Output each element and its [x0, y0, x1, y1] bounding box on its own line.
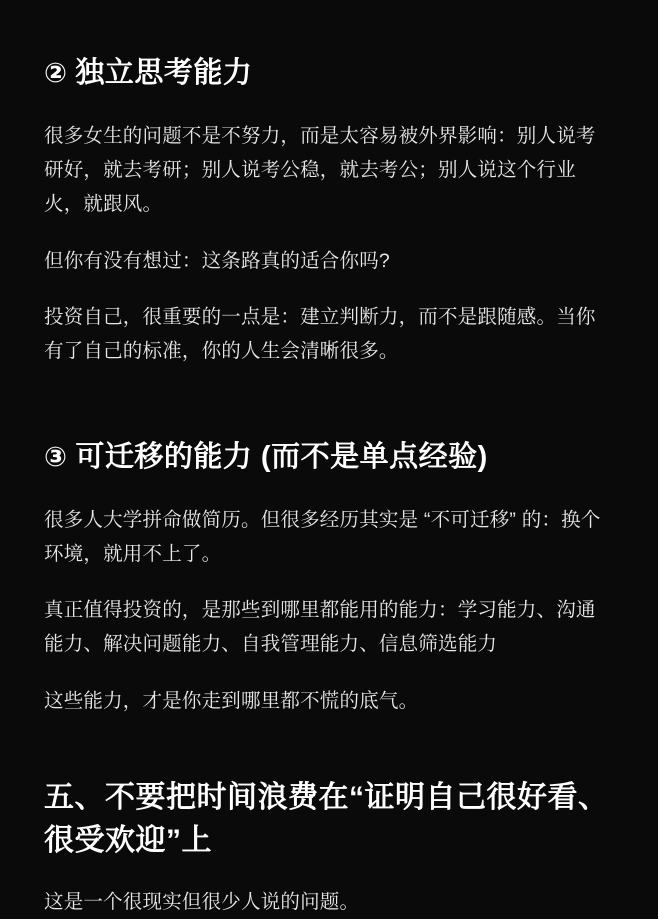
section-heading-2	[44, 54, 614, 93]
section-title-3: 可迁移的能力 (而不是单点经验)	[75, 440, 488, 473]
paragraph: 很多人大学拼命做简历。但很多经历其实是 “不可迁移” 的：换个环境，就用不上了。	[44, 509, 601, 566]
section-heading-3	[44, 438, 614, 477]
section-spacer	[44, 740, 614, 760]
paragraph: 投资自己，很重要的一点是：建立判断力，而不是跟随感。当你有了自己的标准，你的人生会清晰很多。	[44, 305, 596, 362]
paragraph: 真正值得投资的，是那些到哪里都能用的能力：学习能力、沟通能力、解决问题能力、自我管理能力、信息筛选能力	[44, 599, 596, 656]
section-marker-3: ③	[44, 441, 68, 472]
paragraph: 这些能力，才是你走到哪里都不慌的底气。	[44, 689, 419, 712]
paragraph: 很多女生的问题不是不努力，而是太容易被外界影响：别人说考研好，就去考研；别人说考公稳，就去考公；别人说这个行业火，就跟风。	[44, 125, 596, 216]
section-spacer	[44, 390, 614, 424]
paragraph: 这是一个很现实但很少人说的问题。	[44, 890, 360, 913]
major-section-heading: 五、不要把时间浪费在“证明自己很好看、很受欢迎”上	[44, 780, 609, 858]
section-title-2: 独立思考能力	[75, 57, 253, 89]
section-marker-2: ②	[44, 58, 68, 88]
paragraph: 但你有没有想过：这条路真的适合你吗?	[44, 249, 390, 272]
